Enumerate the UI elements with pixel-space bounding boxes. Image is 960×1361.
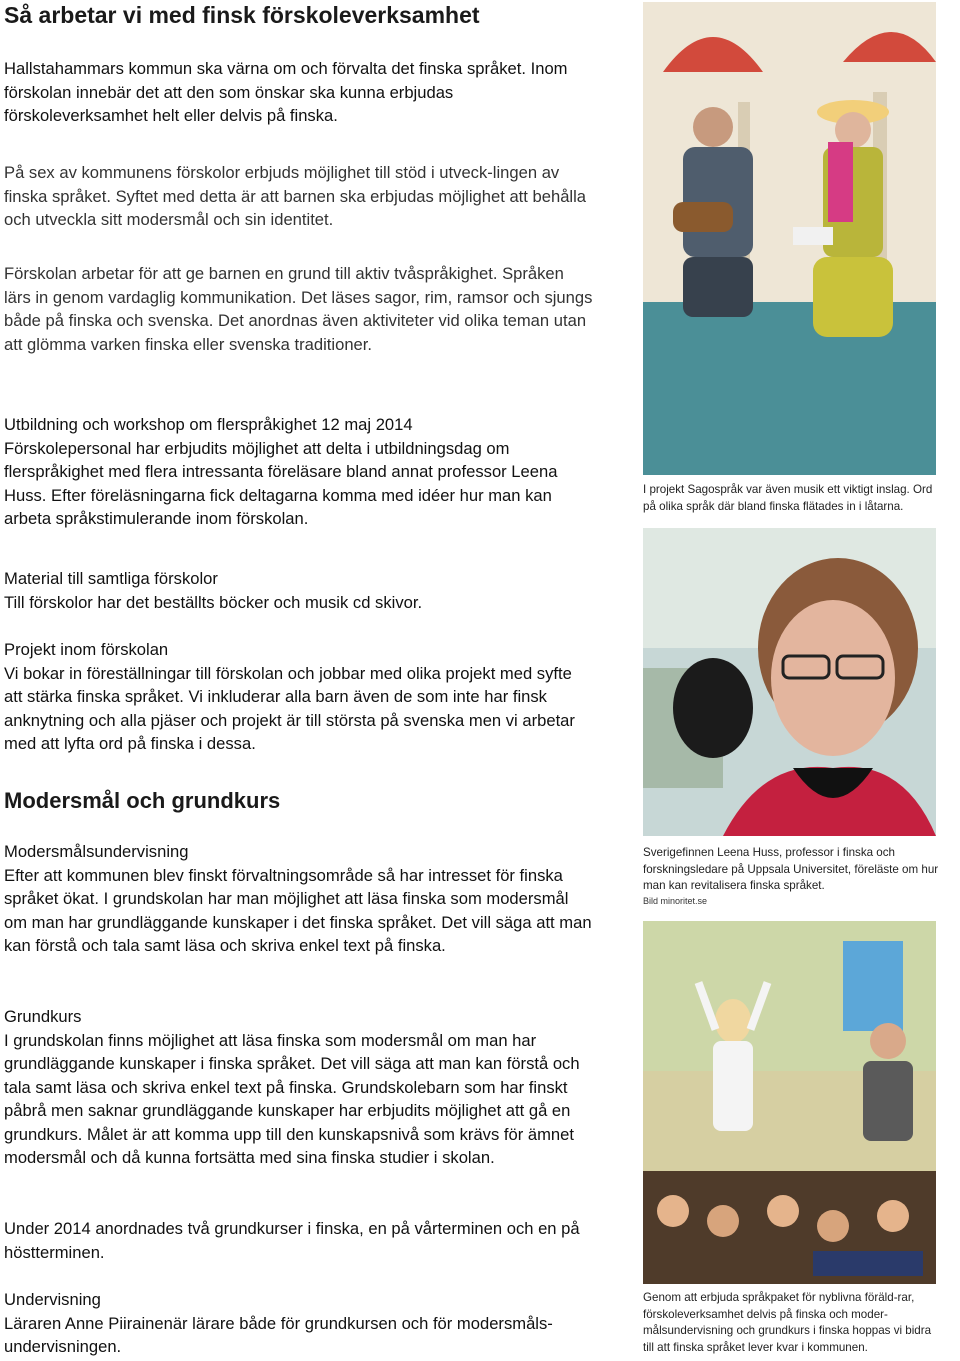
- workshop-section: [4, 413, 594, 531]
- teaching-heading: Undervisning: [4, 1290, 101, 1309]
- basic-course-section: [4, 1005, 594, 1170]
- photo-music-storytelling: [643, 2, 936, 475]
- caption-leena-huss-text: Sverigefinnen Leena Huss, professor i finska och forskningsledare på Uppsala Universitet, föreläste om hur man kan revitalisera finska språket.: [643, 846, 939, 892]
- teaching-text: Läraren Anne Piirainenär lärare både för grundkursen och för modersmåls-undervisningen.: [4, 1313, 553, 1356]
- mothertongue-heading: Modersmålsundervisning: [4, 842, 189, 861]
- basic-course-heading: Grundkurs: [4, 1007, 82, 1026]
- photo-children-music: [643, 921, 936, 1284]
- material-section: [4, 567, 594, 614]
- projects-section: [4, 638, 594, 756]
- section-title: Modersmål och grundkurs: [4, 788, 281, 813]
- photo-credit: Bild minoritet.se: [643, 895, 708, 906]
- mothertongue-text: Efter att kommunen blev finskt förvaltningsområde så har intresset för finska språket ökat. I grundskolan har man möjlighet att läsa finska som modersmål om man har grundläggande kunskaper i det finska språket. Det vill säga att man kan förstå och tala samt läsa och skriva enkel text på finska.: [4, 865, 592, 955]
- material-text: Till förskolor har det beställts böcker och musik cd skivor.: [4, 592, 423, 612]
- courses-2014-paragraph: Under 2014 anordnades två grundkurser i finska, en på vårterminen och en på höstterminen.: [4, 1219, 580, 1262]
- basic-course-text: I grundskolan finns möjlighet att läsa finska som modersmål om man har grundläggande kunskaper i finska språket. Det vill säga att man kan förstå och tala samt läsa och skriva enkel text på finska. Grundskolebarn som har finskt påbrå men saknar grundläggande kunskaper har erbjudits möjlighet att gå en grundkurs. Målet är att komma upp till den kunskapsnivå som krävs för ämnet modersmål och då kunna fortsätta med sina finska studier i skolan.: [4, 1030, 580, 1167]
- caption-children-music: Genom att erbjuda språkpaket för nyblivna föräld-rar, förskoleverksamhet delvis på finska och moder-målsundervisning och grundkurs i finska hoppas vi bidra till att finska språket lever kvar i kommunen.: [643, 1291, 932, 1354]
- projects-text: Vi bokar in föreställningar till förskolan och jobbar med olika projekt med syfte att stärka finska språket. Vi inkluderar alla barn även de som inte har finsk anknytning och alla pjäser och projekt är till största på svenska men vi arbetar med att lyfta ord på finska i dessa.: [4, 663, 575, 753]
- material-heading: Material till samtliga förskolor: [4, 569, 218, 588]
- projects-heading: Projekt inom förskolan: [4, 640, 169, 659]
- photo-leena-huss: [643, 528, 936, 836]
- support-paragraph: På sex av kommunens förskolor erbjuds möjlighet till stöd i utveck-lingen av finska språket. Syftet med detta är att barnen ska erbjudas möjlighet att behålla och utveckla sitt modersmål och sin identitet.: [4, 163, 587, 229]
- teaching-section: [4, 1288, 594, 1359]
- page-title: Så arbetar vi med finsk förskoleverksamhet: [4, 2, 480, 28]
- workshop-text: Förskolepersonal har erbjudits möjlighet att delta i utbildningsdag om flerspråkighet med flera intressanta föreläsare bland annat professor Leena Huss. Efter föreläsningarna fick deltagarna komma med idéer hur man kan arbeta språkstimulerande inom förskolan.: [4, 438, 558, 528]
- caption-music-storytelling: I projekt Sagospråk var även musik ett viktigt inslag. Ord på olika språk där bland finska flätades in i låtarna.: [643, 483, 933, 513]
- mothertongue-section: [4, 840, 594, 958]
- workshop-heading: Utbildning och workshop om flerspråkighet 12 maj 2014: [4, 415, 413, 434]
- bilingual-paragraph: Förskolan arbetar för att ge barnen en grund till aktiv tvåspråkighet. Språken lärs in genom vardaglig kommunikation. Det läses sagor, rim, ramsor och sjungs både på finska och svenska. Det anordnas även aktiviteter vid olika teman utan att glömma varken finska eller svenska traditioner.: [4, 264, 593, 354]
- intro-paragraph: Hallstahammars kommun ska värna om och förvalta det finska språket. Inom förskolan innebär det att den som önskar ska kunna erbjudas förskoleverksamhet helt eller delvis på finska.: [4, 59, 568, 125]
- caption-leena-huss: [643, 845, 943, 907]
